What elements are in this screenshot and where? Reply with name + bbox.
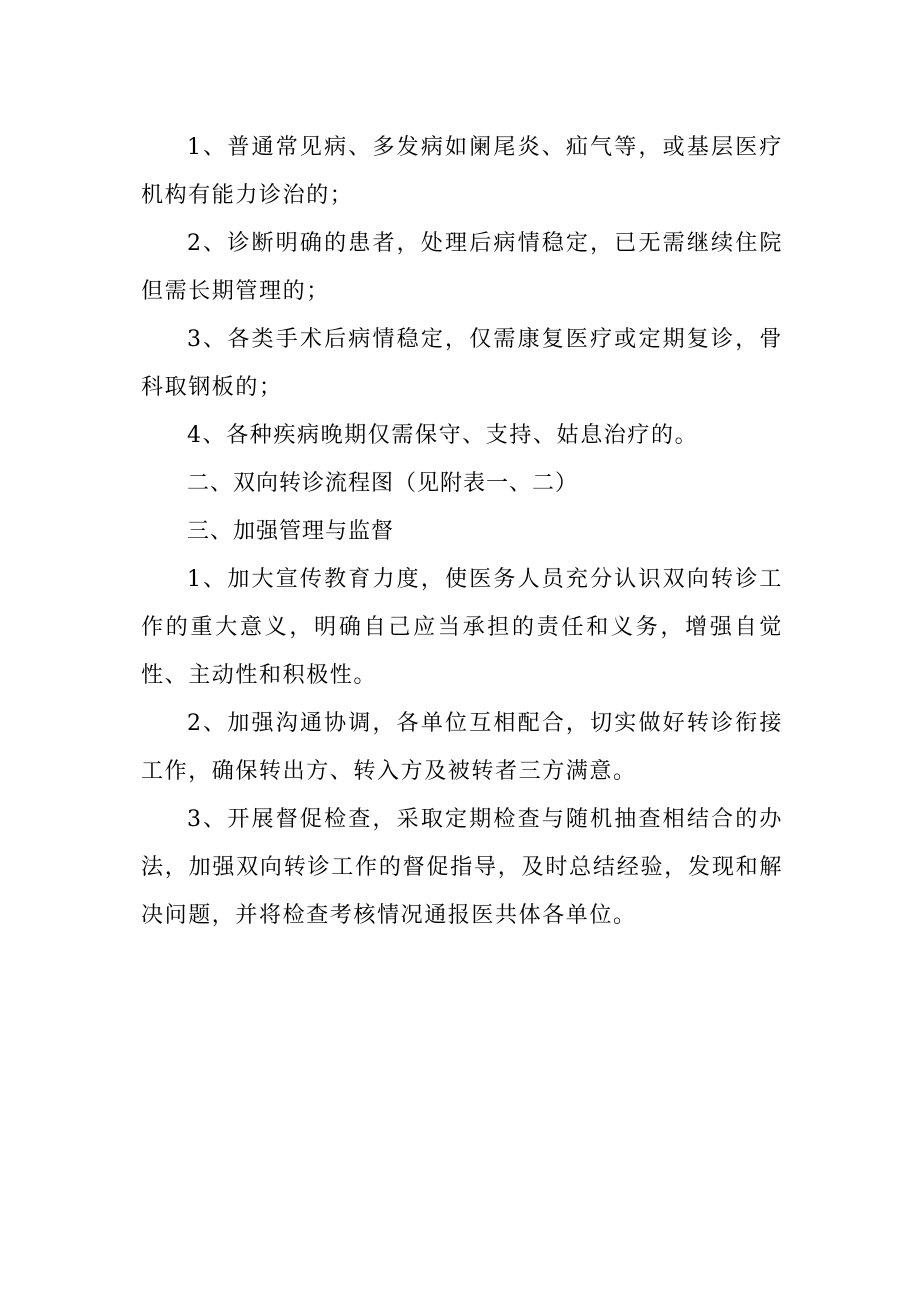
management-item-3: 3、开展督促检查，采取定期检查与随机抽查相结合的办法，加强双向转诊工作的督促指导，及时总结经验，发现和解决问题，并将检查考核情况通报医共体各单位。 — [141, 807, 783, 928]
list-item-4: 4、各种疾病晚期仅需保守、支持、姑息治疗的。 — [187, 423, 699, 448]
document-body — [141, 124, 783, 940]
list-item-1: 1、普通常见病、多发病如阑尾炎、疝气等，或基层医疗机构有能力诊治的； — [141, 135, 783, 208]
list-item-3: 3、各类手术后病情稳定，仅需康复医疗或定期复诊，骨科取钢板的； — [141, 327, 783, 400]
section-two-heading: 二、双向转诊流程图（见附表一、二） — [187, 471, 579, 496]
section-three-heading: 三、加强管理与监督 — [187, 519, 395, 544]
management-item-1: 1、加大宣传教育力度，使医务人员充分认识双向转诊工作的重大意义，明确自己应当承担的责任和义务，增强自觉性、主动性和积极性。 — [141, 567, 783, 688]
management-item-2: 2、加强沟通协调，各单位互相配合，切实做好转诊衔接工作，确保转出方、转入方及被转者三方满意。 — [141, 711, 783, 784]
list-item-2: 2、诊断明确的患者，处理后病情稳定，已无需继续住院但需长期管理的； — [141, 231, 783, 304]
